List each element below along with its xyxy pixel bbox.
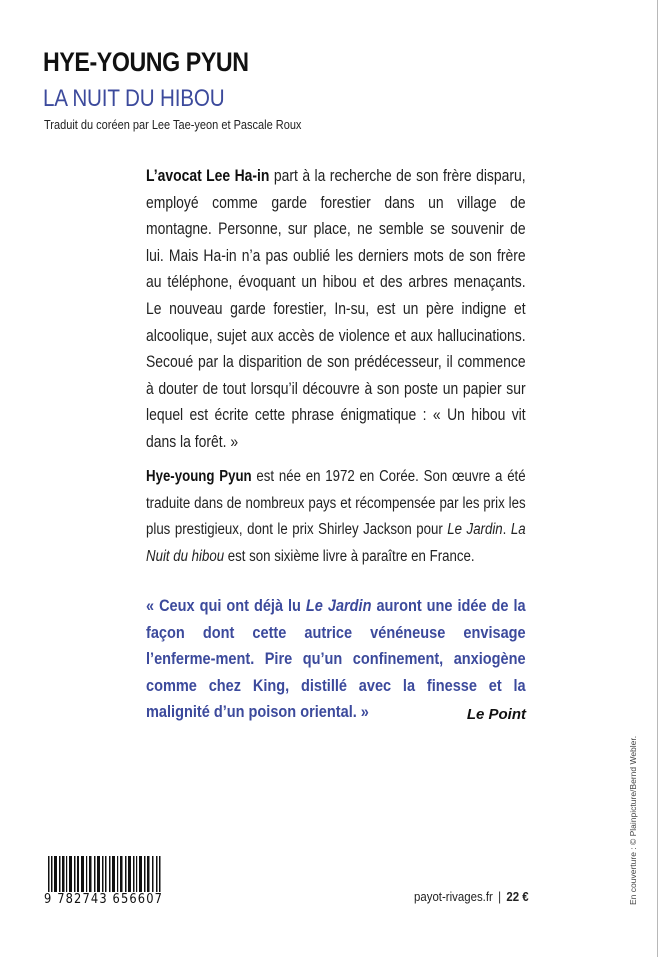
cover-credit: En couverture : © Plainpicture/Bernd Webler.	[628, 735, 638, 905]
translator-credit: Traduit du coréen par Lee Tae-yeon et Pascale Roux	[44, 118, 302, 132]
synopsis-text: part à la recherche de son frère disparu, employé comme garde forestier dans un village de montagne. Personne, sur place, ne semble se souvenir de lui. Mais Ha-in n’a pas oublié les derniers mots de son frère au téléphone, évoquant un hibou et des arbres menaçants. Le nouveau garde forestier, In-su, est un père indigne et alcoolique, sujet aux accès de violence et aux hallucinations. Secoué par la disparition de son prédécesseur, il commence à douter de tout lorsqu’il découvre à son poste un papier sur lequel est écrite cette phrase énigmatique : « Un hibou vit dans la forêt. »	[146, 167, 526, 451]
quote-text-1: « Ceux qui ont déjà lu	[146, 596, 306, 615]
book-title: LA NUIT DU HIBOU	[43, 85, 225, 112]
price: 22 €	[506, 889, 529, 904]
footer	[414, 889, 529, 904]
barcode-number: 9 782743 656607	[44, 892, 164, 907]
synopsis-lead: L’avocat Lee Ha-in	[146, 167, 270, 185]
author-name: HYE-YOUNG PYUN	[43, 47, 249, 77]
page-edge-line	[657, 0, 658, 957]
quote-italic-title: Le Jardin	[305, 596, 372, 615]
bio-italic-title-1: Le Jardin	[447, 521, 503, 539]
footer-separator: |	[498, 889, 502, 904]
author-bio-paragraph	[146, 464, 526, 570]
bio-text-2: .	[502, 521, 511, 539]
synopsis-paragraph	[146, 163, 526, 456]
bio-lead: Hye-young Pyun	[146, 468, 252, 485]
publisher-website: payot-rivages.fr	[414, 889, 493, 904]
quote-text-2: auront une idée de la façon dont cette autrice vénéneuse envisage l’enferme-ment. Pire qu’un confinement, anxiogène comme chez King, distillé avec la finesse et la malignité d’un poison oriental. »	[146, 596, 526, 722]
bio-italic-title-2: La Nuit du hibou	[146, 521, 526, 565]
quote-source: Le Point	[466, 706, 526, 723]
bio-text-1: est née en 1972 en Corée. Son œuvre a été traduite dans de nombreux pays et récompensée par les prix les plus prestigieux, dont le prix Shirley Jackson pour	[146, 468, 526, 539]
bio-text-3: est son sixième livre à paraître en France.	[224, 547, 475, 565]
